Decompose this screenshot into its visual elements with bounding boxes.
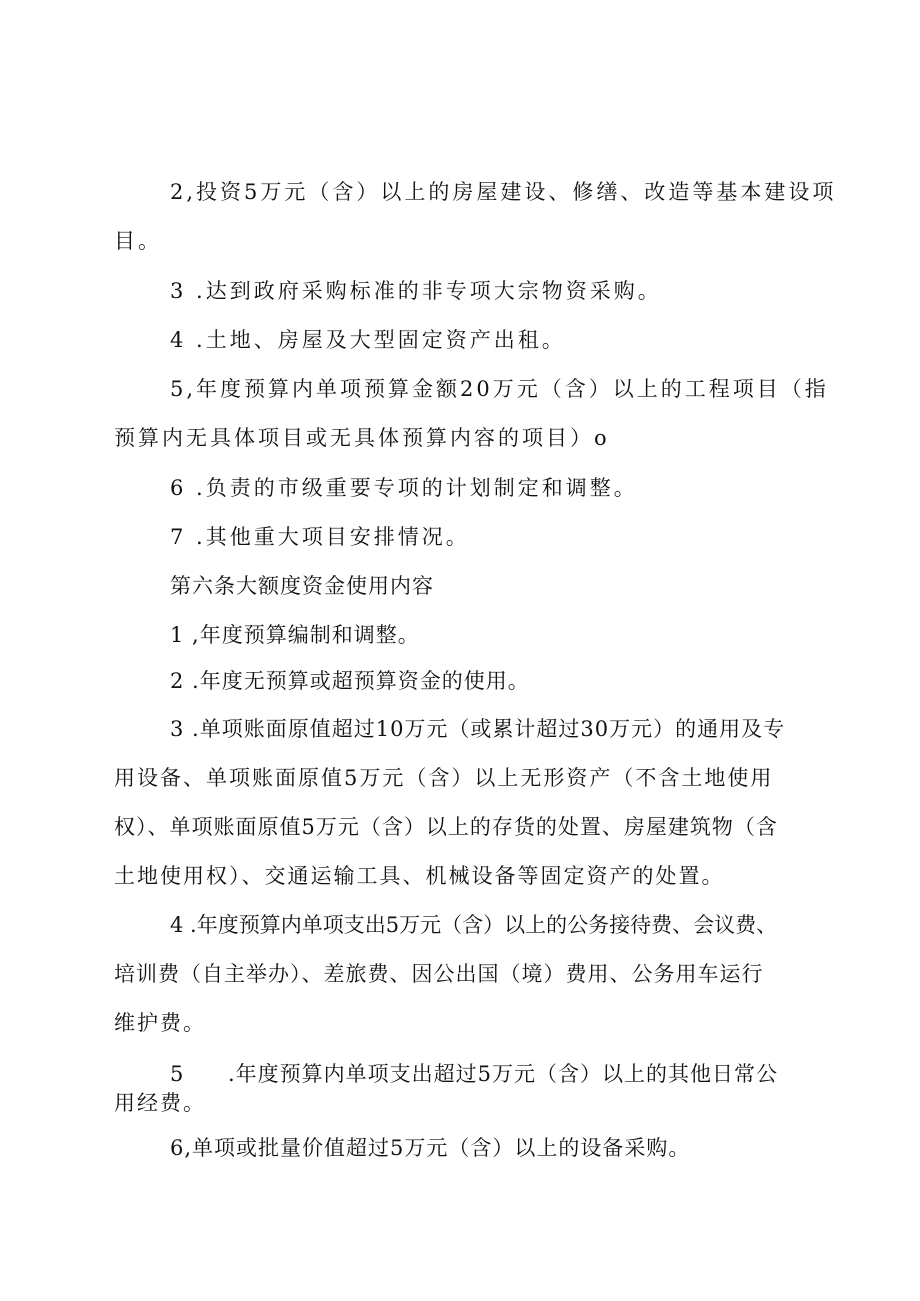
text-line: 6 .负责的市级重要专项的计划制定和调整。 — [170, 476, 638, 500]
text-line: 土地使用权）、交通运输工具、机械设备等固定资产的处置。 — [114, 864, 725, 888]
text-line: 4 .土地、房屋及大型固定资产出租。 — [170, 328, 566, 352]
text-line: 5,年度预算内单项预算金额20万元（含）以上的工程项目（指 — [170, 377, 829, 401]
text-line: 培训费（自主举办）、差旅费、因公出国（境）费用、公务用车运行 — [114, 962, 764, 986]
text-line: 预算内无具体项目或无具体预算内容的项目）o — [114, 426, 610, 450]
text-line: 7 .其他重大项目安排情况。 — [170, 525, 470, 549]
text-line: 目。 — [114, 229, 162, 253]
section-heading: 第六条大额度资金使用内容 — [170, 574, 434, 598]
text-line: 3 .单项账面原值超过10万元（或累计超过30万元）的通用及专 — [170, 717, 786, 741]
text-line: 1 ,年度预算编制和调整。 — [170, 623, 420, 647]
text-line: .年度预算内单项支出超过5万元（含）以上的其他日常公 — [228, 1062, 779, 1086]
text-line: 用设备、单项账面原值5万元（含）以上无形资产（不含土地使用 — [114, 766, 774, 790]
text-line: 3 .达到政府采购标准的非专项大宗物资采购。 — [170, 279, 662, 303]
text-line: 2 .年度无预算或超预算资金的使用。 — [170, 669, 530, 693]
list-number: 5 — [170, 1062, 184, 1086]
text-line: 用经费。 — [114, 1091, 206, 1115]
text-line: 维护费。 — [114, 1011, 206, 1035]
text-line: 权）、单项账面原值5万元（含）以上的存货的处置、房屋建筑物（含 — [114, 815, 778, 839]
text-line: 2,投资5万元（含）以上的房屋建设、修缮、改造等基本建设项 — [170, 180, 837, 204]
text-line: 4 .年度预算内单项支出5万元（含）以上的公务接待费、会议费、 — [170, 913, 778, 937]
text-line: 6,单项或批量价值超过5万元（含）以上的设备采购。 — [170, 1136, 691, 1160]
